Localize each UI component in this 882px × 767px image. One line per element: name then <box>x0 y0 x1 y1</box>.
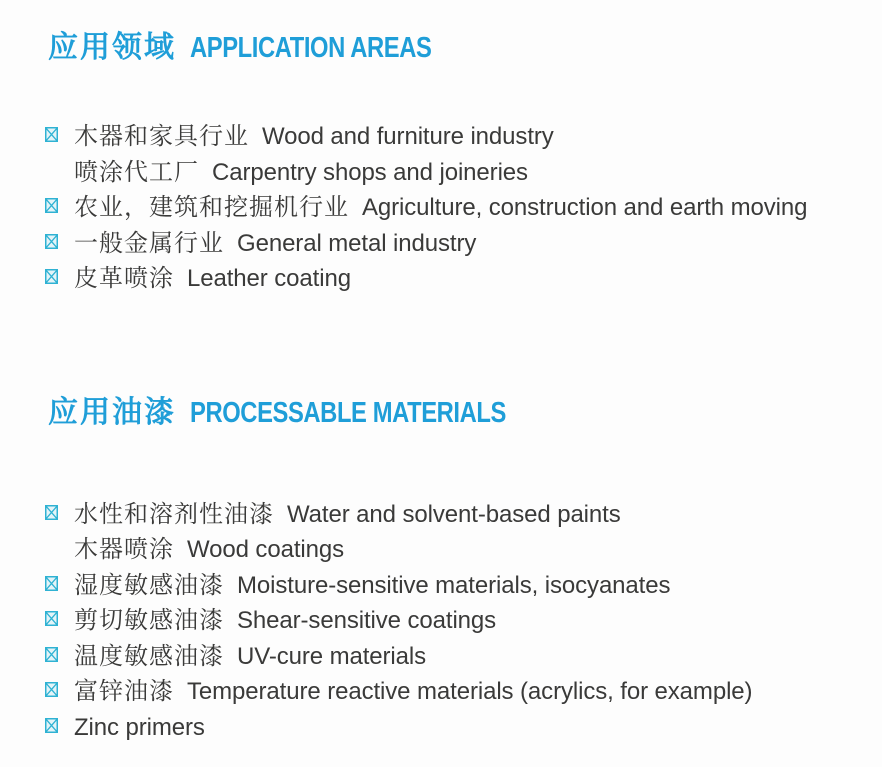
item-text-en: General metal industry <box>237 229 477 257</box>
bullet-spacer <box>45 532 74 540</box>
item-line <box>45 710 882 746</box>
boxed-x-bullet-icon <box>45 261 74 284</box>
item-text-zh: 喷涂代工厂 <box>74 158 199 186</box>
list-item <box>45 674 882 710</box>
item-text-zh: 皮革喷涂 <box>74 265 174 292</box>
item-continuation-line <box>45 155 882 191</box>
item-text-zh: 农业，建筑和挖掘机行业 <box>74 194 349 221</box>
list-item-text <box>74 674 752 710</box>
list-item <box>45 639 882 675</box>
boxed-x-bullet-icon <box>45 497 74 520</box>
list-item-text <box>74 190 807 226</box>
section-processable-materials <box>0 396 882 746</box>
item-text-en: Carpentry shops and joineries <box>212 158 528 186</box>
boxed-x-bullet-icon <box>45 119 74 142</box>
section-application-areas <box>0 31 882 297</box>
item-text-en: Moisture-sensitive materials, isocyanates <box>237 571 671 599</box>
boxed-x-bullet-icon <box>45 710 74 733</box>
list-item-text <box>74 261 351 297</box>
section-heading-zh: 应用油漆 <box>48 395 176 429</box>
item-text-zh: 富锌油漆 <box>74 678 174 705</box>
item-text-en: Temperature reactive materials (acrylics, for example) <box>187 678 753 705</box>
item-text-en: Wood and furniture industry <box>262 123 554 150</box>
list-item <box>45 568 882 604</box>
bullet-spacer <box>45 155 74 163</box>
item-text-zh: 水性和溶剂性油漆 <box>74 500 274 528</box>
list-item <box>45 261 882 297</box>
boxed-x-bullet-icon <box>45 639 74 662</box>
item-line <box>45 639 882 675</box>
list-item-text <box>74 710 205 746</box>
list-item-text <box>74 119 554 155</box>
boxed-x-bullet-icon <box>45 674 74 697</box>
list-item <box>45 603 882 639</box>
list-item-text <box>74 497 621 533</box>
item-line <box>45 226 882 262</box>
section-heading-en: PROCESSABLE MATERIALS <box>190 396 506 429</box>
item-continuation-line <box>45 532 882 568</box>
list-item <box>45 497 882 568</box>
item-text-zh: 一般金属行业 <box>74 229 224 257</box>
list-item-text <box>74 226 476 262</box>
item-text-en: Shear-sensitive coatings <box>237 607 497 634</box>
item-line <box>45 119 882 155</box>
boxed-x-bullet-icon <box>45 226 74 249</box>
item-text-en: Wood coatings <box>187 536 345 563</box>
item-text-zh: 湿度敏感油漆 <box>74 571 224 599</box>
item-line <box>45 603 882 639</box>
boxed-x-bullet-icon <box>45 190 74 213</box>
list-item-text <box>74 603 496 639</box>
item-text-en: Agriculture, construction and earth moving <box>362 194 808 221</box>
section-heading <box>48 31 882 65</box>
item-text-en: Water and solvent-based paints <box>287 500 621 528</box>
list-item-text <box>74 568 670 604</box>
list-item <box>45 226 882 262</box>
item-text-en: Zinc primers <box>74 713 205 741</box>
application-areas-list <box>0 119 882 297</box>
boxed-x-bullet-icon <box>45 603 74 626</box>
list-item-text <box>74 532 344 568</box>
section-heading-zh: 应用领域 <box>48 31 176 64</box>
processable-materials-list <box>0 497 882 746</box>
item-line <box>45 674 882 710</box>
item-line <box>45 568 882 604</box>
list-item <box>45 119 882 190</box>
item-text-en: Leather coating <box>187 265 351 292</box>
item-text-zh: 剪切敏感油漆 <box>74 607 224 634</box>
item-text-zh: 温度敏感油漆 <box>74 642 224 670</box>
list-item <box>45 190 882 226</box>
section-heading-en: APPLICATION AREAS <box>190 32 432 64</box>
item-line <box>45 190 882 226</box>
item-text-zh: 木器和家具行业 <box>74 123 249 150</box>
list-item-text <box>74 155 528 191</box>
list-item <box>45 710 882 746</box>
item-text-zh: 木器喷涂 <box>74 536 174 563</box>
item-text-en: UV-cure materials <box>237 642 427 670</box>
item-line <box>45 497 882 533</box>
boxed-x-bullet-icon <box>45 568 74 591</box>
section-heading <box>48 396 882 430</box>
list-item-text <box>74 639 426 675</box>
item-line <box>45 261 882 297</box>
